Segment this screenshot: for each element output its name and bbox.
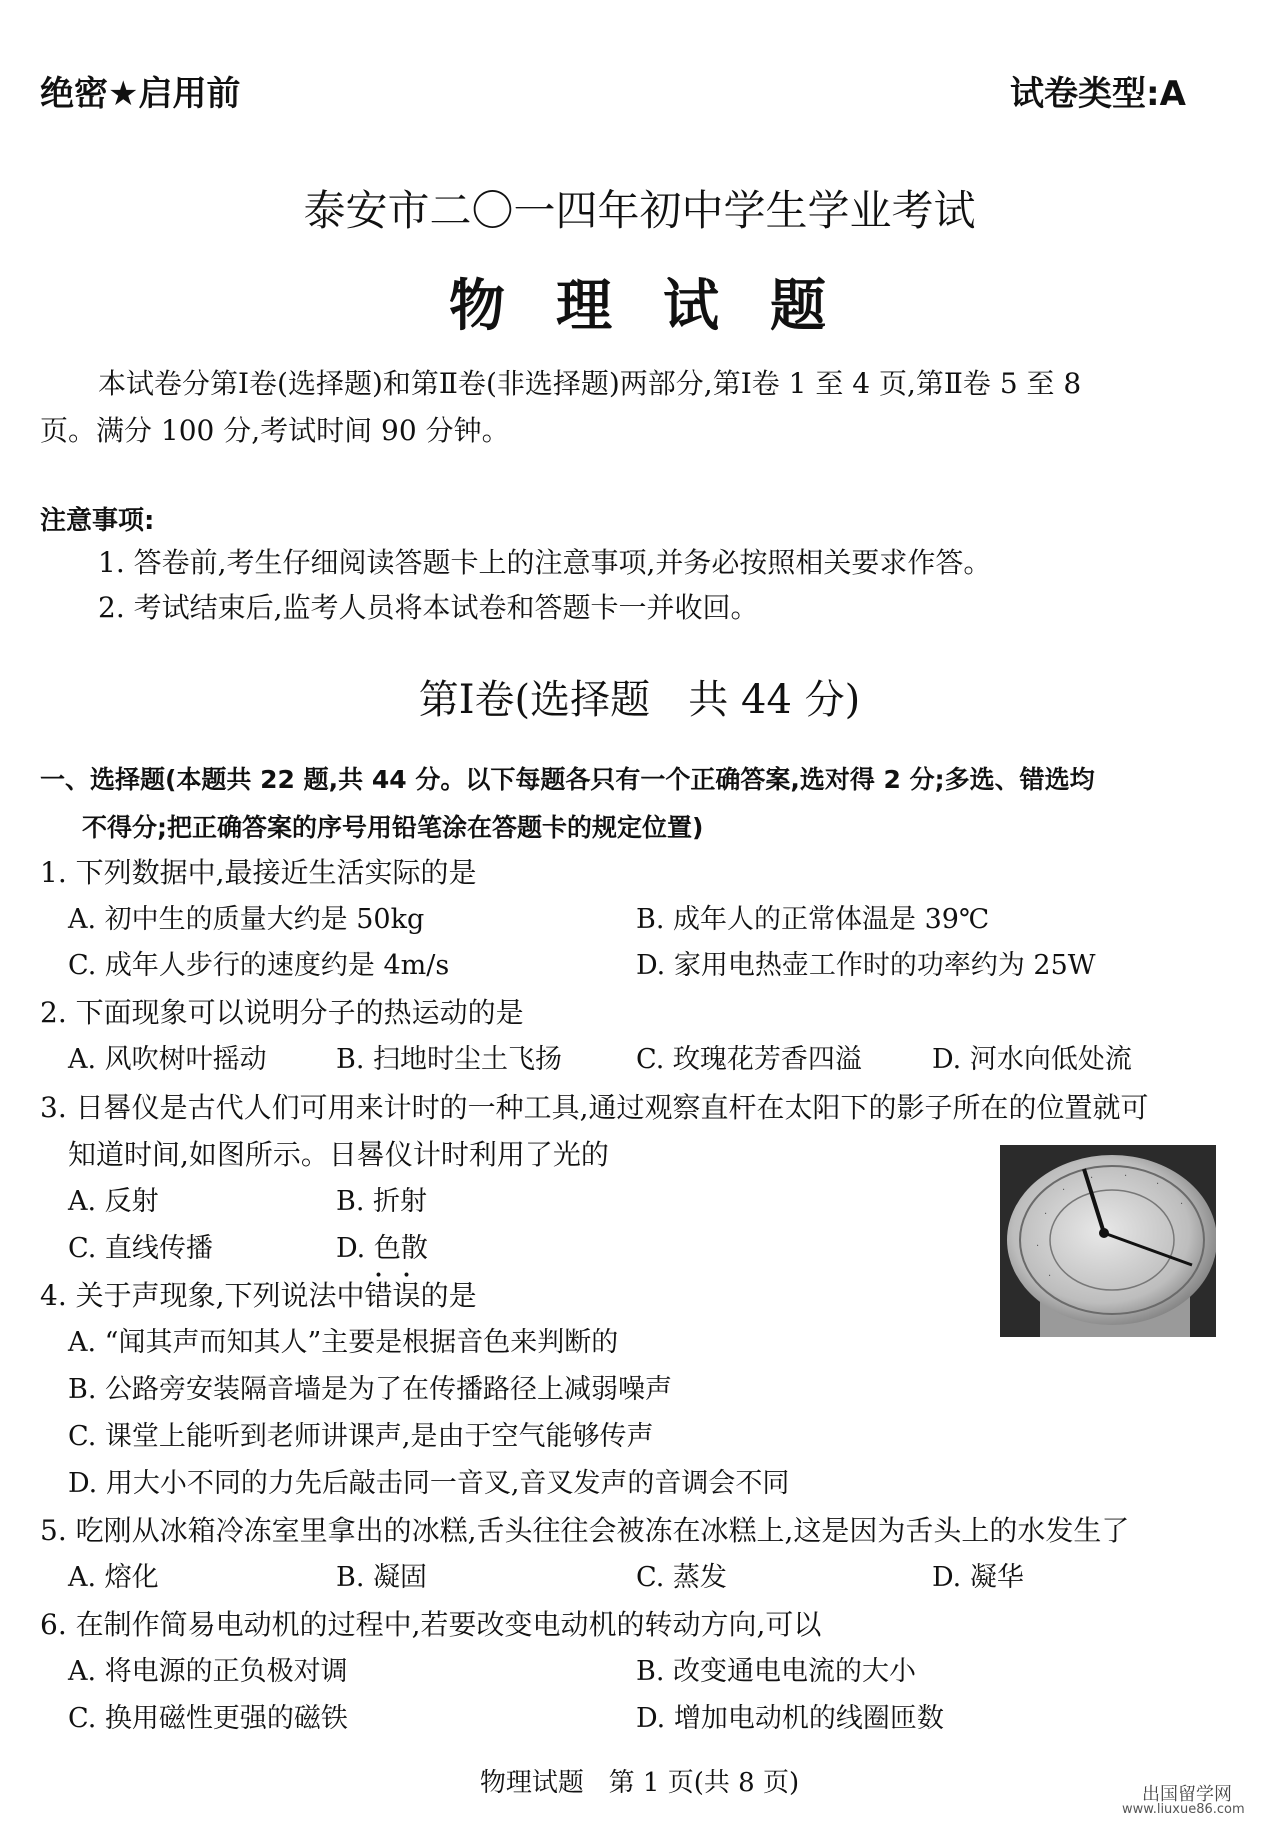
- question-5-option-c: C. 蒸发: [636, 1562, 727, 1593]
- question-4-emphasis-2: 误: [392, 1279, 421, 1312]
- question-1-stem: 1. 下列数据中,最接近生活实际的是: [40, 856, 477, 889]
- question-3-stem-line-1: 3. 日晷仪是古代人们可用来计时的一种工具,通过观察直杆在太阳下的影子所在的位置就可: [40, 1091, 1149, 1124]
- question-6-option-b: B. 改变通电电流的大小: [636, 1656, 917, 1687]
- question-4-stem: [40, 1278, 477, 1314]
- question-4-stem-text: 4. 关于声现象,下列说法中: [40, 1279, 365, 1312]
- question-2-option-c: C. 玫瑰花芳香四溢: [636, 1044, 862, 1075]
- part1-heading: 第Ⅰ卷(选择题 共 44 分): [418, 677, 861, 723]
- svg-text:·: ·: [1090, 1173, 1094, 1184]
- question-4-emphasis-1: 错: [364, 1279, 393, 1312]
- page-footer: 物理试题 第 1 页(共 8 页): [479, 1768, 800, 1798]
- confidential-label: 绝密★启用前: [40, 74, 241, 114]
- question-1-option-d: D. 家用电热壶工作时的功率约为 25W: [636, 950, 1096, 981]
- watermark-url: www.liuxue86.com: [1122, 1802, 1245, 1817]
- question-3-stem-line-2: 知道时间,如图所示。日晷仪计时利用了光的: [68, 1138, 609, 1171]
- question-5-stem: 5. 吃刚从冰箱冷冻室里拿出的冰糕,舌头往往会被冻在冰糕上,这是因为舌头上的水发生了: [40, 1514, 1130, 1547]
- svg-text:·: ·: [1124, 1171, 1128, 1182]
- question-1-option-a: A. 初中生的质量大约是 50kg: [68, 904, 425, 935]
- paper-type-label: 试卷类型:A: [1010, 74, 1186, 114]
- svg-text:·: ·: [1156, 1179, 1160, 1190]
- question-1-option-b: B. 成年人的正常体温是 39℃: [636, 904, 990, 935]
- subject-title: 物 理 试 题: [449, 273, 830, 339]
- note-item-2: 2. 考试结束后,监考人员将本试卷和答题卡一并收回。: [98, 591, 759, 624]
- question-4-option-d: D. 用大小不同的力先后敲击同一音叉,音叉发声的音调会不同: [68, 1468, 790, 1499]
- svg-text:·: ·: [1048, 1271, 1052, 1282]
- question-3-option-b: B. 折射: [336, 1186, 428, 1217]
- question-2-stem: 2. 下面现象可以说明分子的热运动的是: [40, 996, 524, 1029]
- question-6-option-a: A. 将电源的正负极对调: [68, 1656, 348, 1687]
- svg-text:·: ·: [1044, 1209, 1048, 1220]
- question-5-option-d: D. 凝华: [932, 1562, 1024, 1593]
- question-5-option-b: B. 凝固: [336, 1562, 428, 1593]
- question-4-option-c: C. 课堂上能听到老师讲课声,是由于空气能够传声: [68, 1421, 654, 1452]
- question-6-stem: 6. 在制作简易电动机的过程中,若要改变电动机的转动方向,可以: [40, 1608, 822, 1641]
- question-3-option-c: C. 直线传播: [68, 1233, 213, 1264]
- svg-text:·: ·: [1180, 1199, 1184, 1210]
- question-2-option-a: A. 风吹树叶摇动: [68, 1044, 267, 1075]
- question-3-option-d: D. 色散: [336, 1233, 428, 1264]
- question-2-option-d: D. 河水向低处流: [932, 1044, 1132, 1075]
- question-2-option-b: B. 扫地时尘土飞扬: [336, 1044, 563, 1075]
- question-4-option-a: A. “闻其声而知其人”主要是根据音色来判断的: [68, 1327, 619, 1358]
- question-6-option-d: D. 增加电动机的线圈匝数: [636, 1703, 944, 1734]
- intro-line-1: 本试卷分第Ⅰ卷(选择题)和第Ⅱ卷(非选择题)两部分,第Ⅰ卷 1 至 4 页,第Ⅱ卷 5 至 8: [98, 367, 1082, 400]
- svg-text:·: ·: [1036, 1241, 1040, 1252]
- question-1-option-c: C. 成年人步行的速度约是 4m/s: [68, 950, 450, 981]
- intro-line-2: 页。满分 100 分,考试时间 90 分钟。: [40, 414, 510, 447]
- question-3-option-a: A. 反射: [68, 1186, 159, 1217]
- section-instructions-line-1: 一、选择题(本题共 22 题,共 44 分。以下每题各只有一个正确答案,选对得 2 分;多选、错选均: [40, 765, 1095, 794]
- sundial-image: [1000, 1145, 1216, 1337]
- note-item-1: 1. 答卷前,考生仔细阅读答题卡上的注意事项,并务必按照相关要求作答。: [98, 546, 992, 579]
- svg-text:·: ·: [1062, 1185, 1066, 1196]
- watermark-name: 出国留学网: [1142, 1784, 1232, 1805]
- section-instructions-line-2: 不得分;把正确答案的序号用铅笔涂在答题卡的规定位置): [82, 813, 704, 842]
- question-4-stem-end: 的是: [420, 1279, 477, 1312]
- exam-title: 泰安市二〇一四年初中学生学业考试: [303, 186, 976, 235]
- question-6-option-c: C. 换用磁性更强的磁铁: [68, 1703, 348, 1734]
- question-4-option-b: B. 公路旁安装隔音墙是为了在传播路径上减弱噪声: [68, 1374, 673, 1405]
- notes-heading: 注意事项:: [40, 506, 155, 536]
- question-5-option-a: A. 熔化: [68, 1562, 159, 1593]
